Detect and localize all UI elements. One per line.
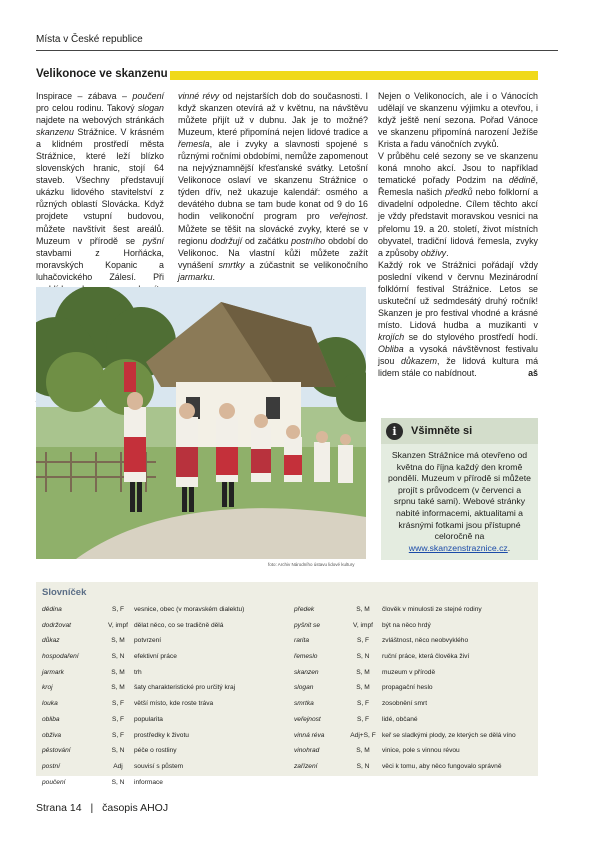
vocabulary-grammar: S, N	[111, 653, 125, 661]
glossary-term: postního	[291, 235, 326, 246]
vocabulary-word: řemeslo	[294, 653, 318, 661]
vocabulary-definition: větší místo, kde roste tráva	[134, 700, 214, 708]
text-run: nebo folklorní a divadelní odpoledne. Cílem těchto akcí je vždy představit moravskou vesnici na přelomu 19. a 20. století, život místních obyvatel, tradiční lidová řemesla, zvyky a způsoby	[378, 187, 538, 258]
vocabulary-definition: zvláštnost, něco neobvyklého	[382, 637, 469, 645]
glossary-term: slogan	[137, 103, 164, 114]
vocabulary-entry	[42, 747, 288, 763]
article-column-3	[378, 90, 538, 379]
vocabulary-entry	[294, 637, 534, 653]
text-run: se do stylového prostředí hodí.	[404, 331, 538, 342]
vocabulary-definition: lidé, občané	[382, 715, 418, 723]
vocabulary-grammar: S, M	[356, 668, 370, 676]
vocabulary-grammar: S, M	[111, 637, 125, 645]
info-icon: i	[386, 423, 403, 440]
vocabulary-entry	[294, 732, 534, 748]
vocabulary-entry	[42, 716, 288, 732]
vocabulary-definition: zosobnění smrt	[382, 700, 428, 708]
notice-box-header	[381, 418, 538, 444]
vocabulary-grammar: S, M	[356, 747, 370, 755]
vocabulary-grammar: S, F	[356, 700, 370, 708]
text-run: od nejstarších dob do současnosti. I když skanzen otevírá až v květnu, na návštěvu můžete přijít už v dubnu. Jak je to možné? Muzeum, které připomíná nejen lidové tradice a	[178, 91, 368, 138]
vocabulary-definition: muzeum v přírodě	[382, 668, 436, 676]
vocabulary-grammar: S, M	[111, 668, 125, 676]
vocabulary-word: postní	[42, 762, 60, 770]
text-run: a zúčastnit se velikonočního	[244, 259, 368, 270]
vocabulary-word: vinná réva	[294, 731, 325, 739]
vocabulary-definition: trh	[134, 668, 142, 676]
vocabulary-grammar: V, impf	[353, 621, 373, 629]
vocabulary-entry	[42, 606, 288, 622]
vocabulary-definition: ruční práce, která člověka živí	[382, 653, 470, 661]
vocabulary-entry	[42, 637, 288, 653]
glossary-term: veřejnost	[329, 211, 366, 222]
text-run: stavbami z Horňácka, moravských Kopanic a luhačovického Zálesí. Při	[36, 247, 164, 282]
vocabulary-definition: popularita	[134, 715, 163, 723]
text-run: , Řemesla našich	[378, 175, 538, 198]
vocabulary-entry	[42, 653, 288, 669]
vocabulary-entry	[42, 700, 288, 716]
vocabulary-grammar: S, M	[356, 684, 370, 692]
vocabulary-entry	[294, 716, 534, 732]
vocabulary-grammar: S, N	[111, 747, 125, 755]
title-accent-bar	[170, 71, 538, 80]
website-link[interactable]: www.skanzenstraznice.cz	[408, 542, 508, 553]
vocabulary-word: slogan	[294, 684, 314, 692]
vocabulary-word: pěstování	[42, 747, 71, 755]
vocabulary-definition: keř se sladkými plody, ze kterých se dělá víno	[382, 731, 516, 739]
page-label: Strana	[36, 802, 67, 814]
article-column-2	[178, 90, 368, 283]
vocabulary-word: veřejnost	[294, 715, 321, 723]
vocabulary-definition: informace	[134, 778, 163, 786]
text-run: od začátku	[242, 235, 292, 246]
glossary-term: vinné révy	[178, 91, 220, 101]
vocabulary-word: poučení	[42, 778, 66, 786]
vocabulary-entry	[294, 606, 534, 622]
vocabulary-entry	[294, 622, 534, 638]
vocabulary-word: dodržovat	[42, 621, 71, 629]
vocabulary-word: důkaz	[42, 637, 60, 645]
vocabulary-title: Slovníček	[42, 587, 87, 598]
footer-separator: |	[90, 802, 94, 814]
vocabulary-entry	[42, 684, 288, 700]
vocabulary-definition: souvisí s půstem	[134, 762, 184, 770]
vocabulary-entry	[294, 747, 534, 763]
vocabulary-definition: člověk v minulosti ze stejné rodiny	[382, 606, 482, 613]
text-run: pro celou rodinu. Takový	[36, 103, 138, 114]
glossary-term: skanzenu	[36, 127, 74, 138]
magazine-name: časopis AHOJ	[102, 802, 169, 814]
glossary-term: důkazem	[401, 356, 438, 367]
vocabulary-word: předek	[294, 606, 315, 613]
vocabulary-grammar: S, N	[111, 778, 125, 786]
running-header: Místa v České republice	[36, 34, 143, 45]
text-run: , že lidová kultura má lidem stále co nabídnout.	[378, 356, 539, 379]
text-run: najdete na webových stránkách	[36, 115, 164, 126]
vocabulary-entry	[294, 700, 534, 716]
vocabulary-word: louka	[42, 700, 58, 708]
easter-procession-photo	[36, 287, 366, 559]
photo-caption: foto: Archiv Národního ústavu lidové kultury	[268, 562, 355, 567]
article-title: Velikonoce ve skanzenu	[36, 68, 168, 80]
vocabulary-word: obliba	[42, 715, 60, 723]
vocabulary-definition: efektivní práce	[134, 653, 177, 661]
vocabulary-definition: dělat něco, co se tradičně dělá	[134, 621, 224, 629]
vocabulary-grammar: S, F	[356, 715, 370, 723]
vocabulary-word: hospodaření	[42, 653, 79, 661]
text-run: Každý rok ve Strážnici pořádají vždy poslední víkend v červnu Mezinárodní folklórní festival Strážnice. Letos se uskuteční už sedmdesátý druhý ročník! Skanzen je pro festival vhodné a krásné místo. Lidová hudba a muzikanti v	[378, 259, 538, 330]
vocabulary-definition: být na něco hrdý	[382, 621, 431, 629]
vocabulary-grammar: S, F	[111, 700, 125, 708]
vocabulary-word: obživa	[42, 731, 62, 739]
vocabulary-grammar: S, F	[356, 637, 370, 645]
vocabulary-word: jarmark	[42, 668, 64, 676]
column-2-text	[178, 90, 368, 283]
vocabulary-grammar: Adj+S, F	[350, 731, 376, 739]
vocabulary-definition: potvrzení	[134, 637, 162, 645]
vocabulary-definition: péče o rostliny	[134, 747, 177, 755]
vocabulary-word: smrtka	[294, 700, 314, 708]
text-run: a vysoká návštěvnost festivalu jsou	[378, 343, 538, 367]
vocabulary-grammar: S, N	[356, 762, 370, 770]
page-number: 14	[69, 802, 82, 814]
vocabulary-entry	[42, 779, 288, 795]
vocabulary-entry	[42, 763, 288, 779]
glossary-term: poučení	[132, 91, 164, 101]
notice-box-link-suffix: .	[507, 542, 511, 553]
notice-box-title: Všimněte si	[411, 425, 473, 437]
vocabulary-word: zařízení	[294, 762, 318, 770]
vocabulary-word: vinohrad	[294, 747, 320, 755]
vocabulary-grammar: S, N	[356, 653, 370, 661]
vocabulary-entry	[294, 763, 534, 779]
vocabulary-right-column	[294, 606, 534, 779]
author-signature: aš	[528, 368, 538, 379]
vocabulary-grammar: S, F	[111, 606, 125, 613]
glossary-term: pyšní	[142, 235, 164, 246]
vocabulary-entry	[42, 669, 288, 685]
vocabulary-definition: propagační heslo	[382, 684, 433, 692]
vocabulary-definition: prostředky k životu	[134, 731, 189, 739]
vocabulary-word: rarita	[294, 637, 310, 645]
text-run: .	[446, 247, 449, 258]
glossary-term: smrtky	[218, 259, 245, 270]
header-rule	[36, 50, 558, 51]
vocabulary-entry	[42, 622, 288, 638]
vocabulary-grammar: S, F	[111, 715, 125, 723]
vocabulary-entry	[294, 653, 534, 669]
vocabulary-definition: vinice, pole s vinnou révou	[382, 747, 460, 755]
notice-box-text: Skanzen Strážnice má otevřeno od května do října každý den kromě pondělí. Muzeum v přírodě si můžete projít s průvodcem (v červenci a srpnu také sami). Webové stránky nabité informacemi, aktualitami a krásnými fotkami jsou přístupné celoročně na	[388, 450, 531, 542]
glossary-term: dědině	[508, 175, 536, 186]
notice-box	[381, 418, 538, 560]
text-run: období do Velikonoc. Na vlastní kůži můžete zažít vynášení	[178, 235, 368, 270]
text-run: . Můžete se těšit na slovácké zvyky, které se v regionu	[178, 211, 368, 246]
vocabulary-definition: vesnice, obec (v moravském dialektu)	[134, 606, 245, 613]
text-run: .	[212, 271, 215, 282]
vocabulary-word: dědina	[42, 606, 62, 613]
vocabulary-word: skanzen	[294, 668, 319, 676]
glossary-term: krojích	[378, 331, 405, 342]
vocabulary-grammar: V, impf	[108, 621, 128, 629]
column-3-text	[378, 90, 538, 379]
vocabulary-entry	[294, 669, 534, 685]
glossary-term: obživy	[420, 247, 447, 258]
page-footer	[36, 802, 168, 814]
glossary-term: jarmarku	[178, 271, 213, 282]
vocabulary-grammar: Adj	[113, 762, 123, 770]
vocabulary-word: kroj	[42, 684, 53, 692]
vocabulary-entry	[42, 732, 288, 748]
text-run: Inspirace – zábava –	[36, 91, 133, 101]
vocabulary-definition: věci k tomu, aby něco fungovalo správně	[382, 762, 502, 770]
vocabulary-grammar: S, M	[356, 606, 370, 613]
vocabulary-grammar: S, F	[111, 731, 125, 739]
text-run: Nejen o Velikonocích, ale i o Vánocích udělají ve skanzenu výjimku a otevřou, i když ještě není sezona. Pořad Vánoce ve skanzenu připomíná narození Ježíše Krista a řadu vánočních zvyků.	[378, 91, 538, 150]
vocabulary-box	[36, 582, 538, 786]
glossary-term: dodržují	[210, 235, 243, 246]
vocabulary-entry	[294, 684, 534, 700]
vocabulary-word: pyšnit se	[294, 621, 321, 629]
text-run: V průběhu celé sezony se ve skanzenu koná mnoho akcí. Jsou to například tematické pořady Podzim na	[378, 151, 538, 186]
text-run: , ale i zvyky a slavnosti spojené s různými ročními obdobími, nemůže zapomenout na nejvýznamnější křesťanské svátky. Letošní Velikonoce oslaví ve skanzenu Strážnice o týden dřív, než ukazuje kalendář: osmého a devátého dubna se tam bude konat od 9 do 16 hodin velikonoční program pro	[178, 139, 368, 222]
glossary-term: Obliba	[378, 343, 404, 354]
notice-box-body	[381, 444, 538, 554]
glossary-term: řemesla	[178, 139, 210, 150]
vocabulary-grammar: S, M	[111, 684, 125, 692]
vocabulary-definition: šaty charakteristické pro určitý kraj	[134, 684, 236, 692]
glossary-term: předků	[445, 187, 473, 198]
vocabulary-left-column	[42, 606, 288, 794]
text-run: Strážnice. V krásném a klidném prostředí města Strážnice, které leží blízko slovenských hranic, stojí 64 staveb. Všechny představují ukázku lidového stavitelství z různých oblastí Slovácka. Když projdete vstupní budovou, můžete navštívit šest areálů. Muzeum v přírodě se	[36, 127, 164, 246]
